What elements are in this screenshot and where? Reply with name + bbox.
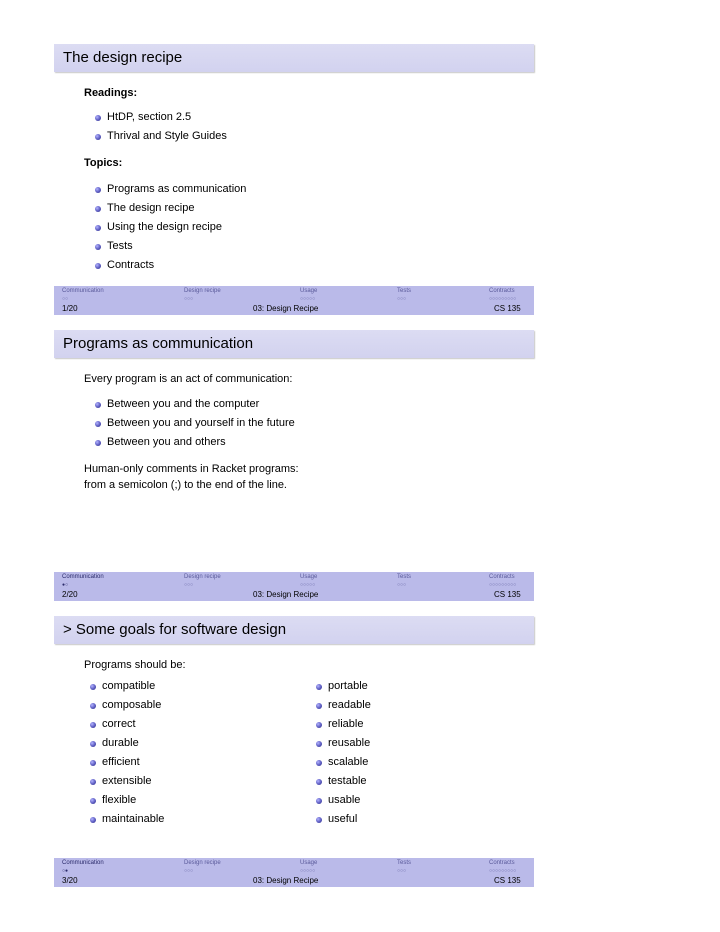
nav-dots[interactable]: ○○○ bbox=[397, 868, 407, 874]
bullet-icon bbox=[95, 134, 101, 140]
list-item: composable bbox=[90, 696, 164, 715]
deck-title: 03: Design Recipe bbox=[253, 304, 319, 313]
course-code: CS 135 bbox=[494, 304, 521, 313]
list-item: Between you and others bbox=[95, 433, 295, 452]
nav-communication[interactable]: Communication bbox=[62, 574, 104, 580]
page-number: 1/20 bbox=[62, 304, 78, 313]
list-item: HtDP, section 2.5 bbox=[95, 108, 227, 127]
list-item: testable bbox=[316, 772, 371, 791]
slide-title-bar bbox=[54, 616, 534, 644]
bullet-icon bbox=[90, 722, 96, 728]
bullet-icon bbox=[95, 187, 101, 193]
bullet-icon bbox=[90, 741, 96, 747]
slide-footer bbox=[54, 286, 534, 315]
nav-tests[interactable]: Tests bbox=[397, 574, 412, 580]
bullet-icon bbox=[316, 798, 322, 804]
course-code: CS 135 bbox=[494, 876, 521, 885]
list-item: Between you and the computer bbox=[95, 395, 295, 414]
nav-dots[interactable]: ○○○○○○○○○ bbox=[489, 296, 517, 302]
bullet-icon bbox=[95, 263, 101, 269]
nav-dots[interactable]: ○○○ bbox=[184, 582, 194, 588]
readings-heading: Readings: bbox=[84, 87, 138, 99]
list-item: reusable bbox=[316, 734, 371, 753]
list-item: portable bbox=[316, 677, 371, 696]
slide-title: Programs as communication bbox=[63, 335, 254, 352]
list-item: Programs as communication bbox=[95, 180, 246, 199]
nav-dots[interactable]: ○○○○○○○○○ bbox=[489, 868, 517, 874]
slide-title-bar bbox=[54, 44, 534, 72]
nav-design-recipe[interactable]: Design recipe bbox=[184, 288, 221, 294]
bullet-icon bbox=[316, 722, 322, 728]
nav-design-recipe[interactable]: Design recipe bbox=[184, 860, 221, 866]
list-item: compatible bbox=[90, 677, 164, 696]
bullet-icon bbox=[95, 402, 101, 408]
bullet-icon bbox=[316, 817, 322, 823]
bullet-icon bbox=[316, 741, 322, 747]
list-item: durable bbox=[90, 734, 164, 753]
communication-list bbox=[95, 395, 295, 452]
bullet-icon bbox=[316, 760, 322, 766]
bullet-icon bbox=[90, 684, 96, 690]
deck-title: 03: Design Recipe bbox=[253, 590, 319, 599]
nav-dots[interactable]: ○○○○○○○○○ bbox=[489, 582, 517, 588]
bullet-icon bbox=[95, 421, 101, 427]
comment-note-line-1: Human-only comments in Racket programs: bbox=[84, 463, 299, 475]
nav-dots[interactable]: ○● bbox=[62, 868, 69, 874]
list-item: Contracts bbox=[95, 256, 246, 275]
nav-tests[interactable]: Tests bbox=[397, 860, 412, 866]
slide-1 bbox=[54, 44, 534, 316]
slide-title-bar bbox=[54, 330, 534, 358]
list-item: usable bbox=[316, 791, 371, 810]
bullet-icon bbox=[95, 244, 101, 250]
slide-2 bbox=[54, 330, 534, 602]
list-item: Thrival and Style Guides bbox=[95, 127, 227, 146]
list-item: reliable bbox=[316, 715, 371, 734]
list-item: The design recipe bbox=[95, 199, 246, 218]
page-number: 2/20 bbox=[62, 590, 78, 599]
bullet-icon bbox=[90, 817, 96, 823]
nav-usage[interactable]: Usage bbox=[300, 574, 318, 580]
topics-heading: Topics: bbox=[84, 157, 123, 169]
nav-dots[interactable]: ●○ bbox=[62, 582, 69, 588]
goals-left-column bbox=[90, 677, 164, 829]
intro-text: Programs should be: bbox=[84, 659, 186, 671]
topics-list bbox=[95, 180, 246, 275]
bullet-icon bbox=[90, 703, 96, 709]
nav-dots[interactable]: ○○○○○ bbox=[300, 296, 316, 302]
nav-tests[interactable]: Tests bbox=[397, 288, 412, 294]
bullet-icon bbox=[95, 225, 101, 231]
list-item: scalable bbox=[316, 753, 371, 772]
goals-left-list bbox=[90, 677, 164, 829]
slide-title: The design recipe bbox=[63, 49, 183, 66]
list-item: useful bbox=[316, 810, 371, 829]
bullet-icon bbox=[95, 440, 101, 446]
nav-contracts[interactable]: Contracts bbox=[489, 288, 515, 294]
bullet-icon bbox=[316, 684, 322, 690]
bullet-icon bbox=[90, 798, 96, 804]
intro-text: Every program is an act of communication: bbox=[84, 373, 293, 385]
nav-usage[interactable]: Usage bbox=[300, 288, 318, 294]
bullet-icon bbox=[95, 115, 101, 121]
nav-dots[interactable]: ○○○ bbox=[184, 868, 194, 874]
list-item: readable bbox=[316, 696, 371, 715]
readings-list bbox=[95, 108, 227, 146]
deck-title: 03: Design Recipe bbox=[253, 876, 319, 885]
goals-right-list bbox=[316, 677, 371, 829]
page-number: 3/20 bbox=[62, 876, 78, 885]
nav-communication[interactable]: Communication bbox=[62, 860, 104, 866]
list-item: Between you and yourself in the future bbox=[95, 414, 295, 433]
slide-footer bbox=[54, 858, 534, 887]
nav-communication[interactable]: Communication bbox=[62, 288, 104, 294]
slide-title: > Some goals for software design bbox=[63, 621, 287, 638]
list-item: correct bbox=[90, 715, 164, 734]
list-item: Tests bbox=[95, 237, 246, 256]
bullet-icon bbox=[95, 206, 101, 212]
nav-dots[interactable]: ○○○ bbox=[184, 296, 194, 302]
list-item: efficient bbox=[90, 753, 164, 772]
bullet-icon bbox=[316, 703, 322, 709]
slide-3 bbox=[54, 616, 534, 888]
nav-usage[interactable]: Usage bbox=[300, 860, 318, 866]
list-item: extensible bbox=[90, 772, 164, 791]
course-code: CS 135 bbox=[494, 590, 521, 599]
bullet-icon bbox=[316, 779, 322, 785]
list-item: flexible bbox=[90, 791, 164, 810]
bullet-icon bbox=[90, 760, 96, 766]
nav-contracts[interactable]: Contracts bbox=[489, 574, 515, 580]
nav-dots[interactable]: ○○○○○ bbox=[300, 582, 316, 588]
nav-dots[interactable]: ○○ bbox=[62, 296, 69, 302]
nav-design-recipe[interactable]: Design recipe bbox=[184, 574, 221, 580]
nav-contracts[interactable]: Contracts bbox=[489, 860, 515, 866]
goals-right-column bbox=[316, 677, 371, 829]
nav-dots[interactable]: ○○○ bbox=[397, 582, 407, 588]
list-item: Using the design recipe bbox=[95, 218, 246, 237]
list-item: maintainable bbox=[90, 810, 164, 829]
nav-dots[interactable]: ○○○○○ bbox=[300, 868, 316, 874]
comment-note-line-2: from a semicolon (;) to the end of the line. bbox=[84, 479, 287, 491]
nav-dots[interactable]: ○○○ bbox=[397, 296, 407, 302]
bullet-icon bbox=[90, 779, 96, 785]
slide-footer bbox=[54, 572, 534, 601]
